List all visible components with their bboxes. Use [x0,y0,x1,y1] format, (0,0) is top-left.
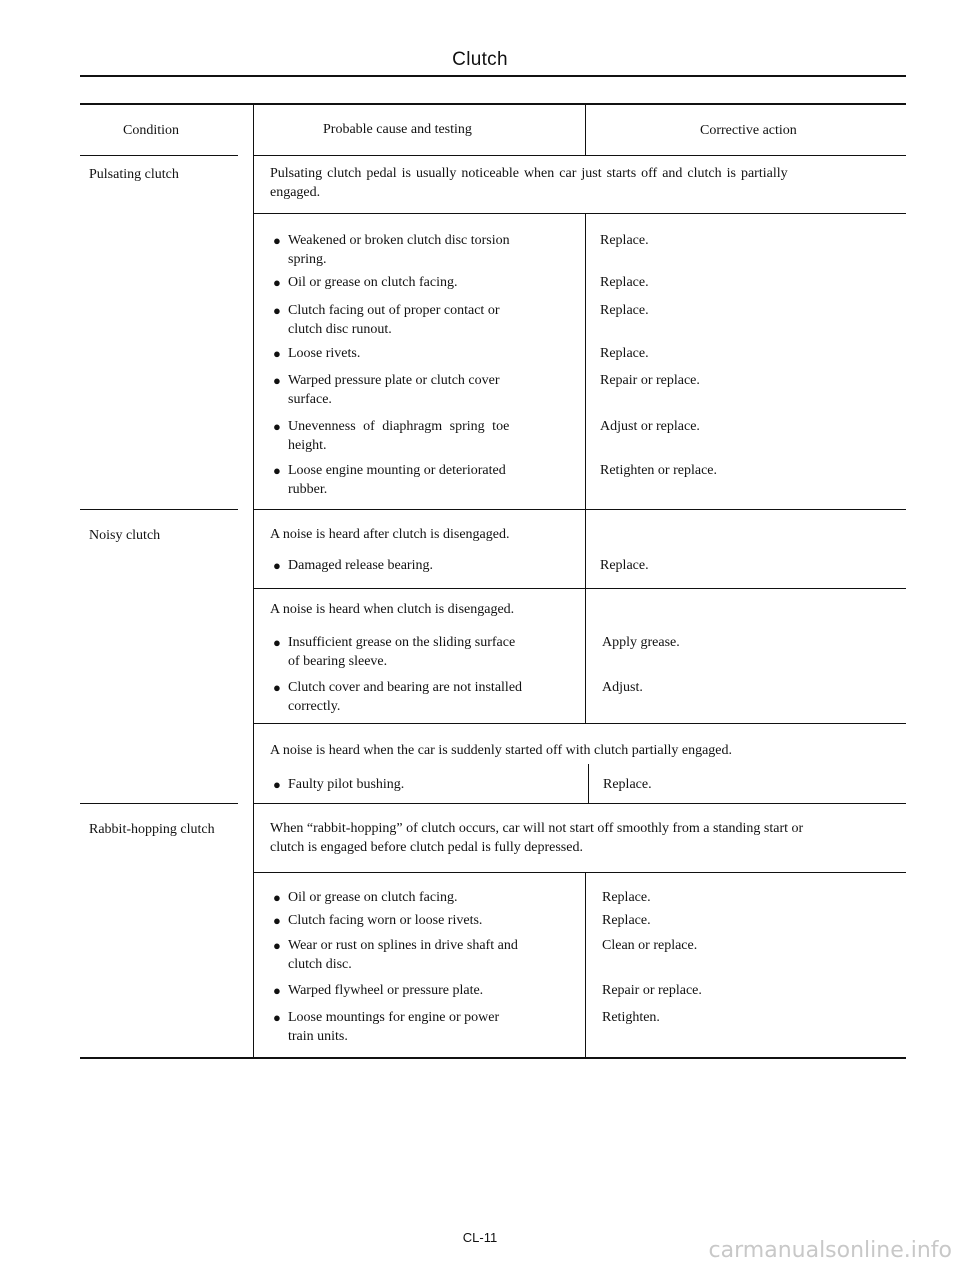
page-number: CL-11 [462,1230,498,1245]
bullet-icon: ● [273,635,281,650]
page-title: Clutch [452,49,508,70]
cause-text: Loose mountings for engine or power [288,1010,500,1025]
cause-text: Oil or grease on clutch facing. [288,890,458,905]
action-divider-header [585,103,586,155]
action-divider-pulsating [585,213,586,509]
action-text: Repair or replace. [602,983,702,998]
action-text: Replace. [603,777,652,792]
header-rule-right [253,155,906,156]
table-bottom-rule [80,1057,906,1059]
watermark: carmanualsonline.info [708,1238,952,1263]
bullet-icon: ● [273,275,281,290]
header-action: Corrective action [700,123,797,138]
pulsating-intro-line2: engaged. [270,185,321,200]
cause-text: Weakened or broken clutch disc torsion [288,233,510,248]
cause-text-cont: rubber. [288,482,328,497]
bullet-icon: ● [273,419,281,434]
rabbit-intro-rule [253,872,906,873]
pulsating-end-rule-right [253,509,906,510]
action-text: Retighten or replace. [600,463,718,478]
noisy-group3-intro: A noise is heard when the car is suddenly started off with clutch partially engaged. [270,743,732,758]
action-text: Replace. [600,303,649,318]
condition-rabbit-hopping: Rabbit-hopping clutch [89,822,215,837]
action-divider-rabbit [585,872,586,1057]
action-text: Clean or replace. [602,938,698,953]
noisy-end-rule-right [253,803,906,804]
bullet-icon: ● [273,890,281,905]
cause-text: Loose rivets. [288,346,361,361]
cause-text: Loose engine mounting or deteriorated [288,463,506,478]
cause-text-cont: of bearing sleeve. [288,654,388,669]
header-cause: Probable cause and testing [323,122,472,137]
action-text: Replace. [600,558,649,573]
cause-text-cont: height. [288,438,327,453]
table-top-rule [80,103,906,105]
bullet-icon: ● [273,303,281,318]
action-text: Apply grease. [602,635,680,650]
cause-text-cont: correctly. [288,699,341,714]
bullet-icon: ● [273,777,281,792]
bullet-icon: ● [273,558,281,573]
action-text: Adjust. [602,680,643,695]
cause-text: Faulty pilot bushing. [288,777,405,792]
action-text: Repair or replace. [600,373,700,388]
action-divider-pilot [588,764,589,803]
cause-text: Warped pressure plate or clutch cover [288,373,500,388]
noisy-group2-rule [253,723,906,724]
cause-text: Damaged release bearing. [288,558,433,573]
action-text: Retighten. [602,1010,660,1025]
bullet-icon: ● [273,983,281,998]
cause-text: Unevenness of diaphragm spring toe [288,419,510,434]
pulsating-intro-rule [253,213,906,214]
noisy-group1-rule [253,588,906,589]
condition-column-divider [253,103,254,1059]
action-text: Replace. [602,890,651,905]
noisy-group2-intro: A noise is heard when clutch is disengaged. [270,602,515,617]
cause-text: Insufficient grease on the sliding surface [288,635,516,650]
bullet-icon: ● [273,680,281,695]
action-text: Adjust or replace. [600,419,700,434]
bullet-icon: ● [273,1010,281,1025]
cause-text-cont: surface. [288,392,332,407]
rabbit-intro-line2: clutch is engaged before clutch pedal is fully depressed. [270,840,583,855]
cause-text-cont: spring. [288,252,327,267]
cause-text-cont: clutch disc runout. [288,322,392,337]
bullet-icon: ● [273,233,281,248]
bullet-icon: ● [273,913,281,928]
bullet-icon: ● [273,346,281,361]
noisy-end-rule-left [80,803,238,804]
header-rule-left [80,155,238,156]
cause-text: Wear or rust on splines in drive shaft and [288,938,518,953]
noisy-group1-intro: A noise is heard after clutch is disengaged. [270,527,510,542]
action-text: Replace. [600,275,649,290]
action-text: Replace. [600,233,649,248]
header-condition: Condition [123,123,180,138]
pulsating-intro-line1: Pulsating clutch pedal is usually noticeable when car just starts off and clutch is partially [270,166,788,181]
action-text: Replace. [602,913,651,928]
cause-text-cont: clutch disc. [288,957,352,972]
cause-text: Warped flywheel or pressure plate. [288,983,484,998]
cause-text: Clutch cover and bearing are not installed [288,680,523,695]
title-rule [80,75,906,77]
pulsating-end-rule-left [80,509,238,510]
bullet-icon: ● [273,938,281,953]
bullet-icon: ● [273,463,281,478]
cause-text: Clutch facing out of proper contact or [288,303,500,318]
condition-pulsating: Pulsating clutch [89,167,179,182]
cause-text: Clutch facing worn or loose rivets. [288,913,483,928]
bullet-icon: ● [273,373,281,388]
action-text: Replace. [600,346,649,361]
condition-noisy: Noisy clutch [89,528,161,543]
cause-text-cont: train units. [288,1029,348,1044]
cause-text: Oil or grease on clutch facing. [288,275,458,290]
rabbit-intro-line1: When “rabbit-hopping” of clutch occurs, car will not start off smoothly from a standing start or [270,821,804,836]
action-divider-noisy [585,509,586,723]
